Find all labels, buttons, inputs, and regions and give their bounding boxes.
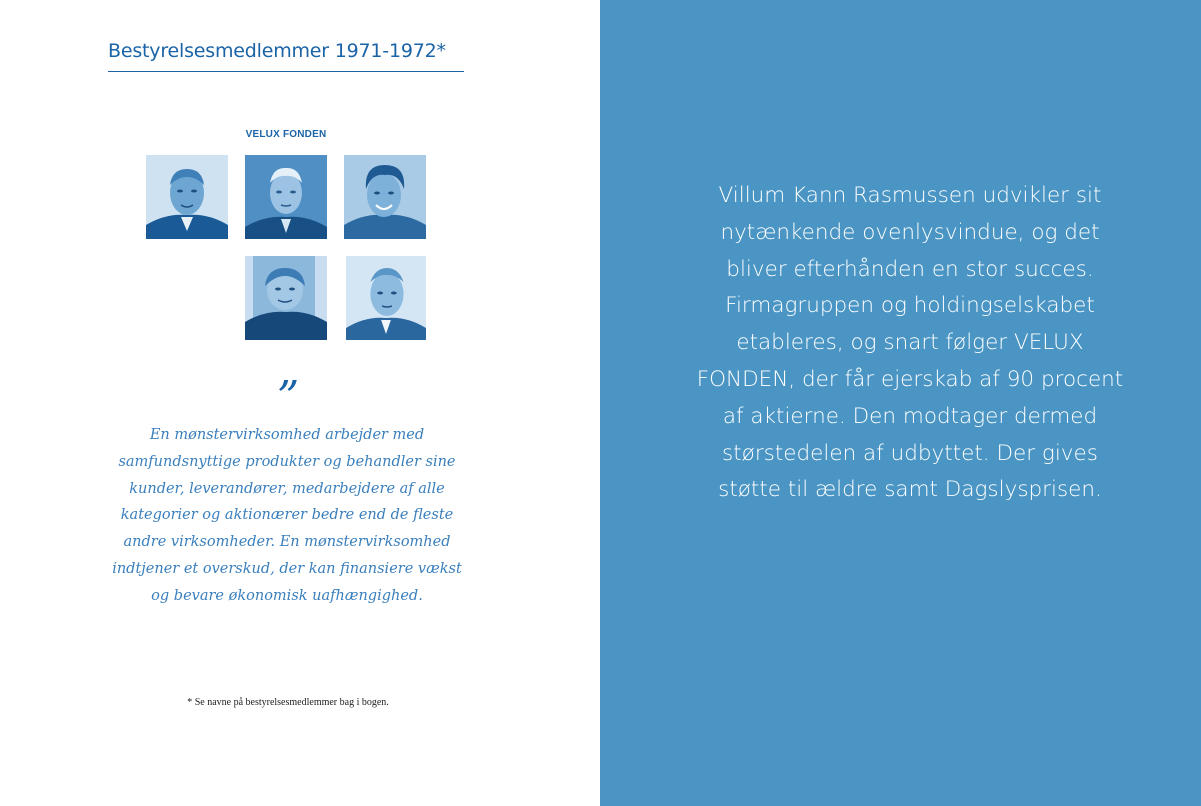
footnote: * Se navne på bestyrelsesmedlemmer bag i bogen. (187, 697, 389, 708)
group-label: VELUX FONDEN (245, 129, 327, 140)
left-page (0, 0, 600, 806)
quote-mark: ” (276, 372, 300, 423)
portrait-photo (346, 256, 426, 340)
portrait-photo (245, 256, 327, 340)
page-title: Bestyrelsesmedlemmer 1971-1972* (108, 40, 446, 62)
portrait-photo (245, 155, 327, 239)
right-page-text: Villum Kann Rasmussen udvikler sit nytænkende ovenlysvindue, og det bliver efterhånden en stor succes. Firmagruppen og holdingselskabet etableres, og snart følger VELUX FONDEN, der får ejerskab af 90 procent af aktierne. Den modtager dermed størstedelen af udbyttet. Der gives støtte til ældre samt Dagslysprisen. (696, 183, 1124, 503)
portrait-photo (344, 155, 426, 239)
portrait-photo (146, 155, 228, 239)
title-underline (108, 71, 464, 72)
quote-text: En mønstervirksomhed arbejder med samfundsnyttige produkter og behandler sine kunder, leverandører, medarbejdere af alle kategorier og aktionærer bedre end de fleste andre virksomheder. En mønstervirksomhed indtjener et overskud, der kan finansiere vækst og bevare økonomisk uafhængighed. (112, 427, 462, 604)
